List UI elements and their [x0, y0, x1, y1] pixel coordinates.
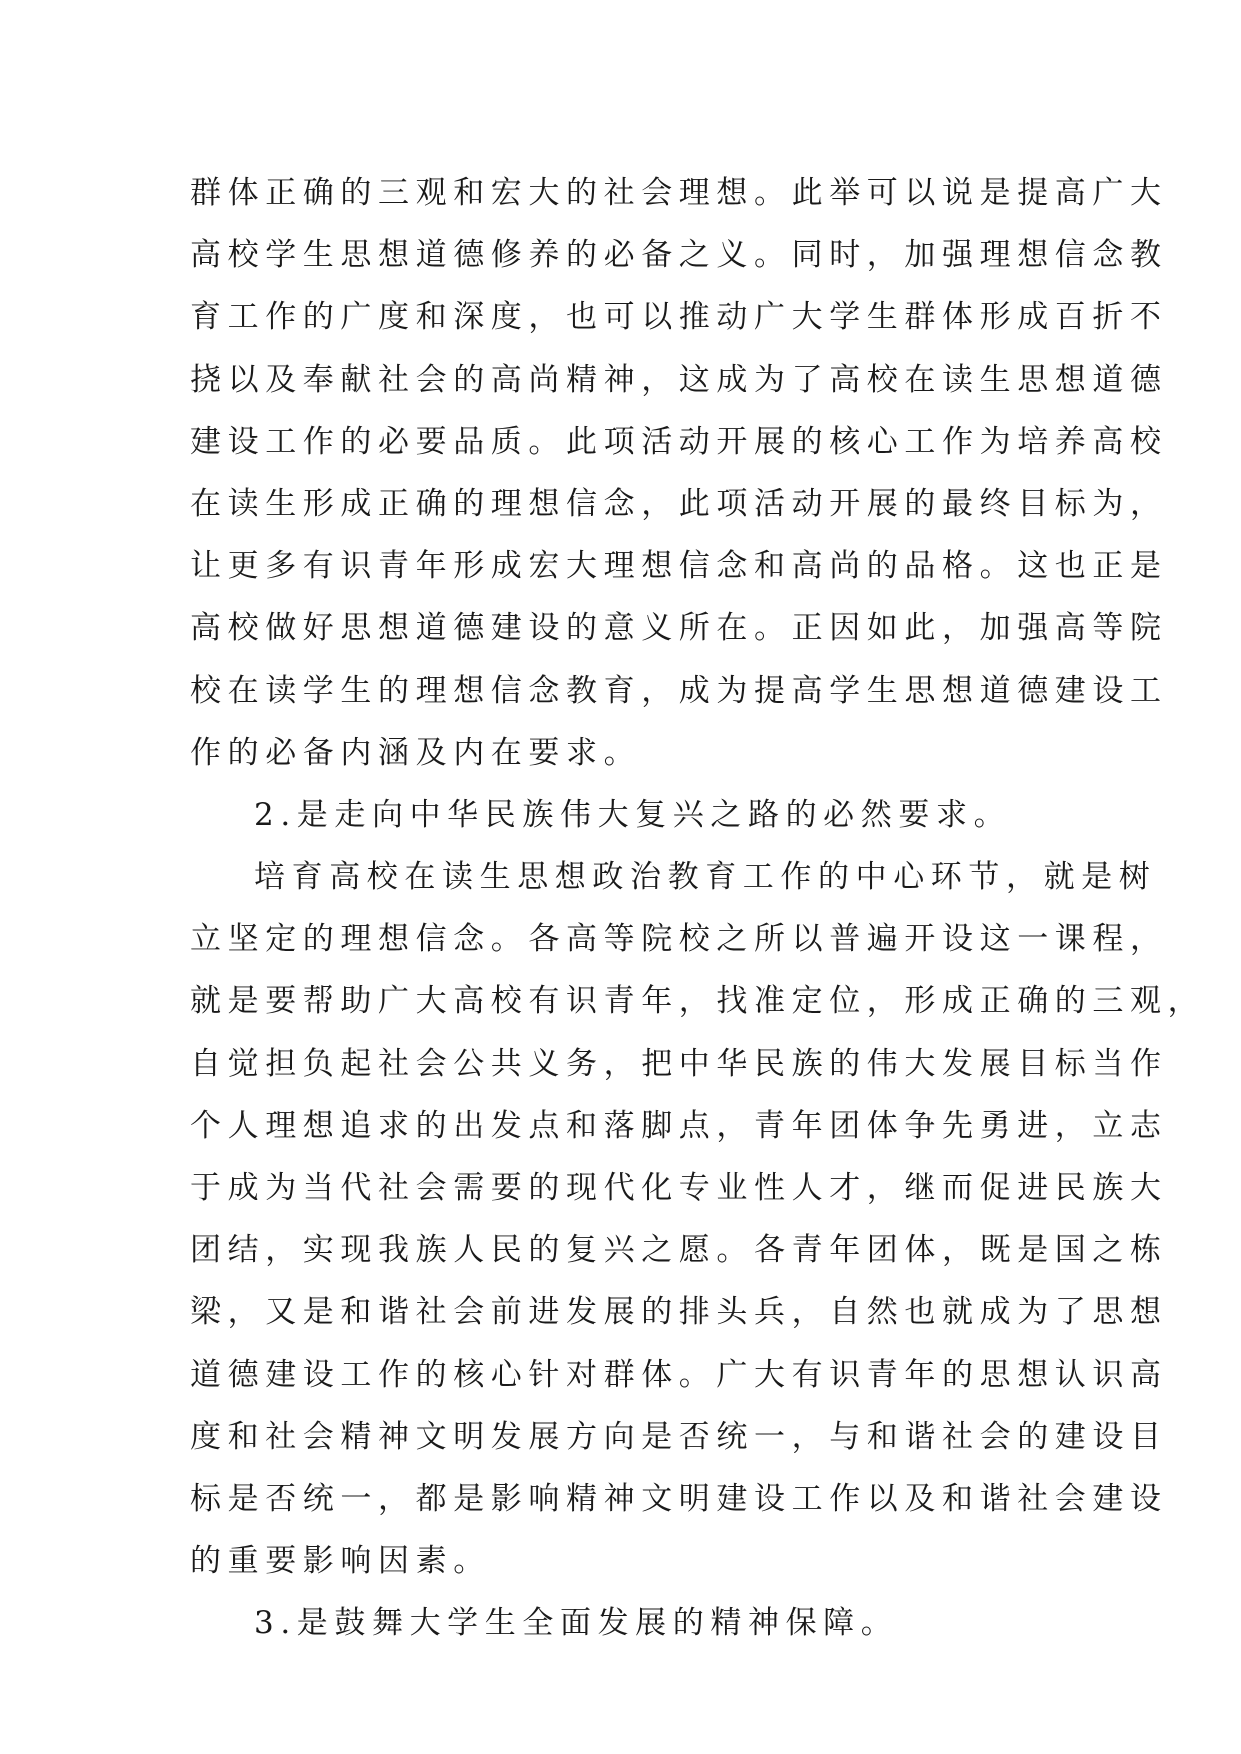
text-line: 在读生形成正确的理想信念，此项活动开展的最终目标为， [190, 485, 1168, 522]
text-line: 就是要帮助广大高校有识青年，找准定位，形成正确的三观， [190, 983, 1206, 1020]
section-heading: 2.是走向中华民族伟大复兴之路的必然要求。 [254, 796, 1012, 833]
text-line: 作的必备内涵及内在要求。 [190, 734, 642, 771]
text-line: 建设工作的必要品质。此项活动开展的核心工作为培养高校 [190, 423, 1168, 460]
text-line: 梁，又是和谐社会前进发展的排头兵，自然也就成为了思想 [190, 1294, 1168, 1331]
text-line: 高校做好思想道德建设的意义所在。正因如此，加强高等院 [190, 610, 1168, 647]
paragraph-first-line: 培育高校在读生思想政治教育工作的中心环节，就是树 [254, 859, 1157, 896]
text-line: 度和社会精神文明发展方向是否统一，与和谐社会的建设目 [190, 1418, 1168, 1455]
section-heading: 3.是鼓舞大学生全面发展的精神保障。 [254, 1605, 899, 1642]
text-line: 于成为当代社会需要的现代化专业性人才，继而促进民族大 [190, 1170, 1168, 1206]
text-line: 立坚定的理想信念。各高等院校之所以普遍开设这一课程， [190, 921, 1168, 958]
text-line: 道德建设工作的核心针对群体。广大有识青年的思想认识高 [190, 1356, 1168, 1393]
text-line: 群体正确的三观和宏大的社会理想。此举可以说是提高广大 [190, 175, 1168, 211]
text-line: 让更多有识青年形成宏大理想信念和高尚的品格。这也正是 [190, 548, 1168, 585]
text-line: 高校学生思想道德修养的必备之义。同时，加强理想信念教 [190, 237, 1168, 274]
text-line: 团结，实现我族人民的复兴之愿。各青年团体，既是国之栋 [190, 1232, 1168, 1269]
text-line: 校在读学生的理想信念教育，成为提高学生思想道德建设工 [190, 672, 1168, 709]
text-line: 个人理想追求的出发点和落脚点，青年团体争先勇进，立志 [190, 1107, 1168, 1144]
document-body [190, 162, 1206, 1655]
text-line: 挠以及奉献社会的高尚精神，这成为了高校在读生思想道德 [190, 361, 1168, 398]
text-line: 的重要影响因素。 [190, 1543, 491, 1580]
text-line: 育工作的广度和深度，也可以推动广大学生群体形成百折不 [190, 299, 1168, 336]
text-line: 标是否统一，都是影响精神文明建设工作以及和谐社会建设 [190, 1480, 1168, 1517]
text-line: 自觉担负起社会公共义务，把中华民族的伟大发展目标当作 [190, 1045, 1168, 1082]
